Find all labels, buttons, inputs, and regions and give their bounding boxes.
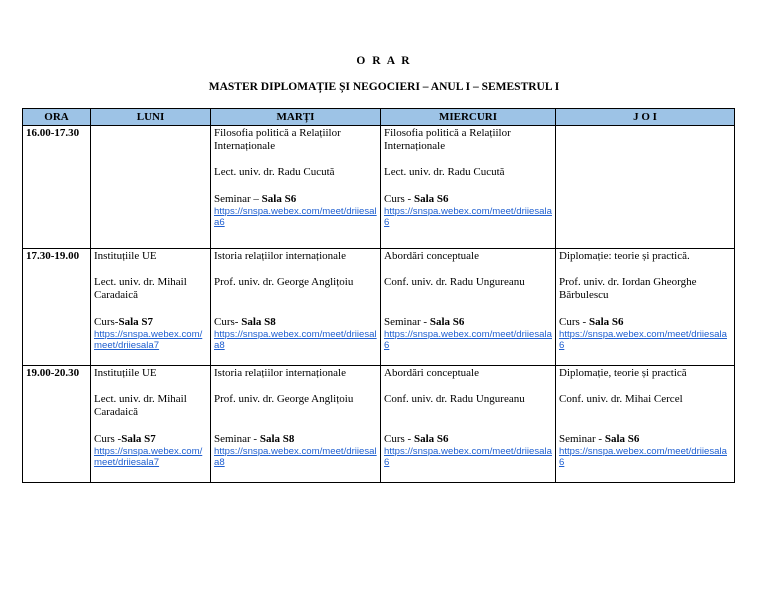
time-slot: 19.00-20.30 [23, 366, 91, 483]
header-ora: ORA [23, 109, 91, 126]
course-name: Istoria relațiilor internaționale [214, 250, 346, 262]
teacher-name: Lect. univ. dr. Radu Cucută [214, 166, 335, 178]
teacher-name: Conf. univ. dr. Radu Ungureanu [384, 393, 525, 405]
course-name: Filosofia politică a Relațiilor Internaționale [214, 127, 341, 152]
document-subtitle: MASTER DIPLOMAȚIE ȘI NEGOCIERI – ANUL I – SEMESTRUL I [208, 81, 560, 93]
class-room: Curs- Sala S8 [214, 316, 276, 328]
document-title: O R A R [356, 55, 412, 67]
class-cell [211, 366, 381, 483]
course-name: Diplomație, teorie și practică [559, 367, 687, 379]
course-name: Instituțiile UE [94, 250, 157, 262]
class-cell [556, 249, 735, 366]
class-cell [91, 366, 211, 483]
class-cell [556, 366, 735, 483]
class-room: Seminar - Sala S8 [214, 433, 295, 445]
teacher-name: Conf. univ. dr. Radu Ungureanu [384, 276, 525, 288]
webex-link[interactable]: https://snspa.webex.com/meet/driiesala6 [384, 206, 552, 228]
class-room: Curs - Sala S6 [384, 433, 449, 445]
class-room: Curs - Sala S6 [384, 193, 449, 205]
header-marti: MARȚI [211, 109, 381, 126]
course-name: Abordări conceptuale [384, 367, 479, 379]
course-name: Istoria relațiilor internaționale [214, 367, 346, 379]
course-name: Diplomație: teorie și practică. [559, 250, 690, 262]
webex-link[interactable]: https://snspa.webex.com/meet/driiesala8 [214, 329, 377, 351]
webex-link[interactable]: https://snspa.webex.com/meet/driiesala6 [384, 446, 552, 468]
webex-link[interactable]: https://snspa.webex.com/meet/driiesala6 [559, 329, 727, 351]
time-slot: 17.30-19.00 [23, 249, 91, 366]
webex-link[interactable]: https://snspa.webex.com/meet/driiesala7 [94, 446, 203, 468]
class-room: Curs - Sala S6 [559, 316, 624, 328]
webex-link[interactable]: https://snspa.webex.com/meet/driiesala6 [214, 206, 377, 228]
course-name: Abordări conceptuale [384, 250, 479, 262]
teacher-name: Lect. univ. dr. Radu Cucută [384, 166, 505, 178]
teacher-name: Lect. univ. dr. Mihail Caradaică [94, 393, 187, 418]
header-row [23, 109, 735, 126]
class-room: Seminar - Sala S6 [559, 433, 640, 445]
course-name: Instituțiile UE [94, 367, 157, 379]
header-luni: LUNI [91, 109, 211, 126]
teacher-name: Lect. univ. dr. Mihail Caradaică [94, 276, 187, 301]
table-row [23, 249, 735, 366]
webex-link[interactable]: https://snspa.webex.com/meet/driiesala7 [94, 329, 203, 351]
class-cell [211, 126, 381, 249]
cell-empty [91, 126, 211, 249]
teacher-name: Prof. univ. dr. George Anglițoiu [214, 393, 354, 405]
table-row [23, 126, 735, 249]
course-name: Filosofia politică a Relațiilor Internaționale [384, 127, 511, 152]
time-slot: 16.00-17.30 [23, 126, 91, 249]
schedule-table [22, 108, 735, 483]
teacher-name: Conf. univ. dr. Mihai Cercel [559, 393, 683, 405]
class-room: Seminar - Sala S6 [384, 316, 465, 328]
table-row [23, 366, 735, 483]
header-miercuri: MIERCURI [381, 109, 556, 126]
class-room: Curs-Sala S7 [94, 316, 153, 328]
class-cell [211, 249, 381, 366]
class-room: Curs -Sala S7 [94, 433, 156, 445]
webex-link[interactable]: https://snspa.webex.com/meet/driiesala6 [384, 329, 552, 351]
class-cell [381, 366, 556, 483]
teacher-name: Prof. univ. dr. George Anglițoiu [214, 276, 354, 288]
class-room: Seminar – Sala S6 [214, 193, 297, 205]
class-cell [381, 126, 556, 249]
header-joi: J O I [556, 109, 735, 126]
class-cell [91, 249, 211, 366]
webex-link[interactable]: https://snspa.webex.com/meet/driiesala8 [214, 446, 377, 468]
class-cell [381, 249, 556, 366]
teacher-name: Prof. univ. dr. Iordan Gheorghe Bărbulescu [559, 276, 697, 301]
cell-empty [556, 126, 735, 249]
webex-link[interactable]: https://snspa.webex.com/meet/driiesala6 [559, 446, 727, 468]
